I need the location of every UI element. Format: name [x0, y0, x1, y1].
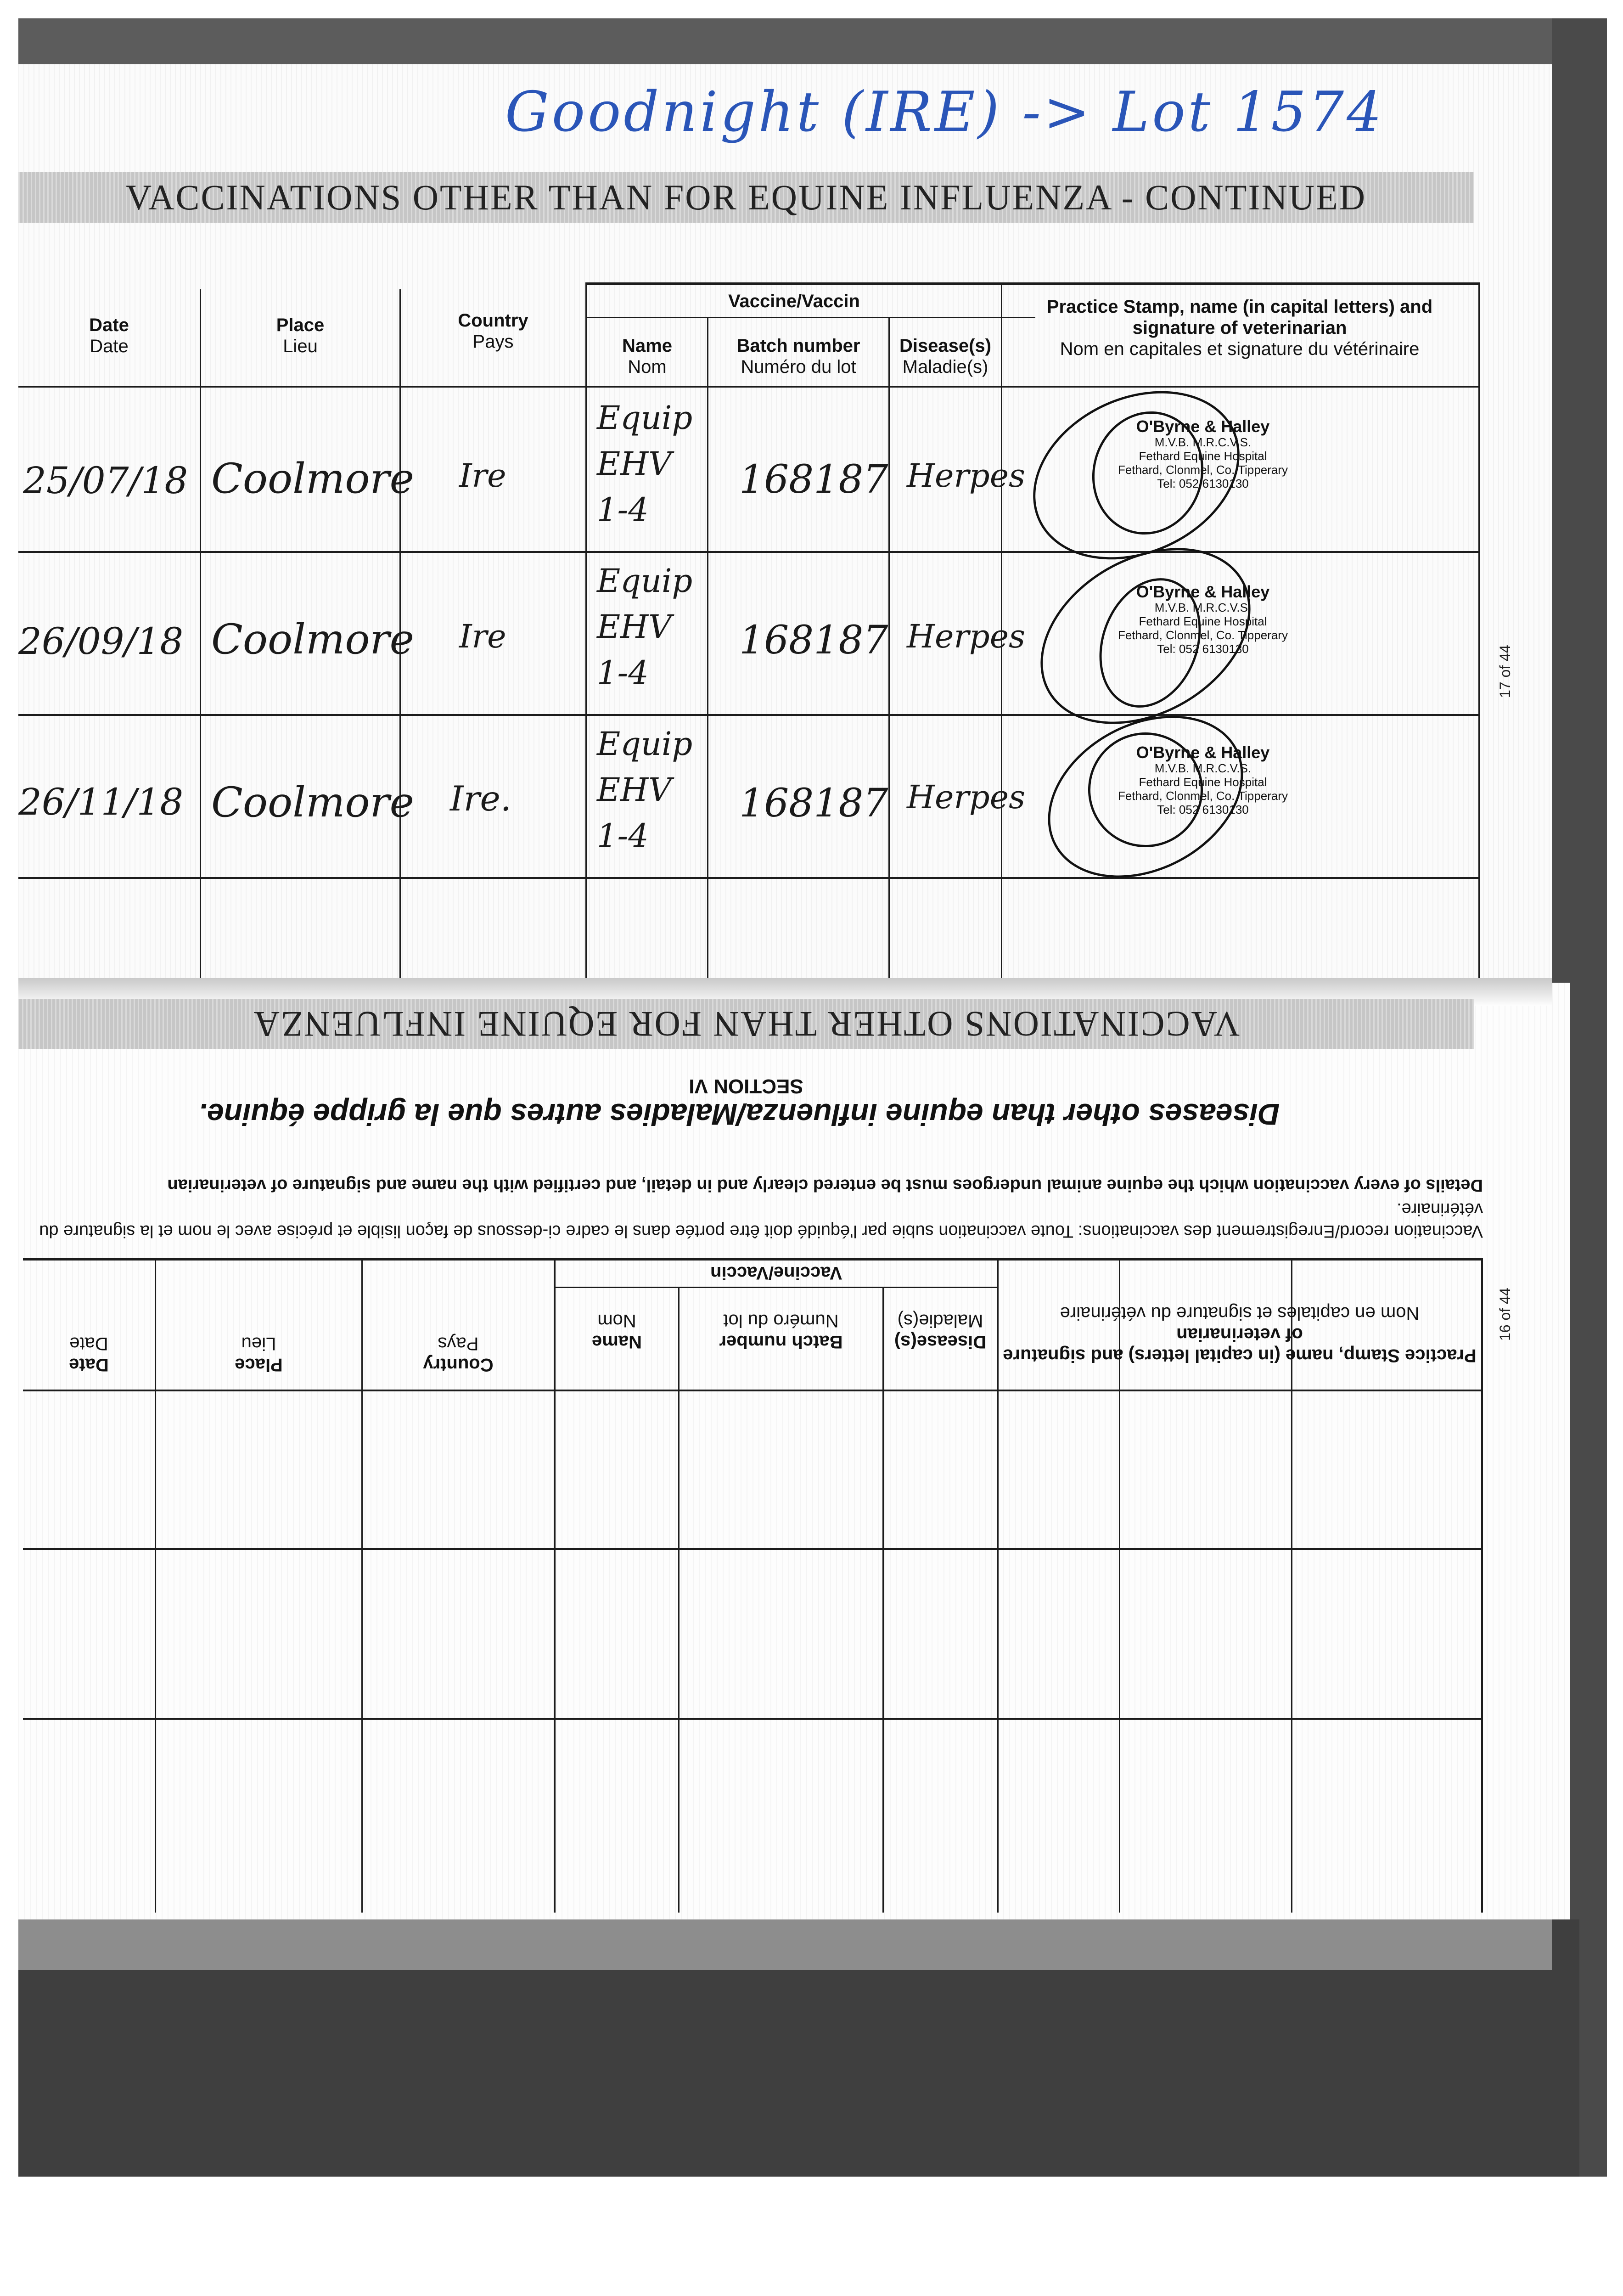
lower-section-banner — [18, 999, 1474, 1049]
stamp-name: O'Byrne & Halley — [1136, 417, 1270, 436]
table-line — [23, 1718, 1483, 1720]
table-line — [585, 282, 1478, 285]
stamp-hospital: Fethard Equine Hospital — [1139, 614, 1267, 628]
table-line — [585, 317, 1035, 318]
lower-header-country-fr: Pays — [438, 1334, 479, 1354]
header-disease-en: Disease(s) — [899, 336, 992, 356]
stamp-tel: Tel: 052 6130130 — [1157, 477, 1249, 490]
lower-header-date — [23, 1333, 155, 1375]
lower-header-place-fr: Lieu — [241, 1334, 276, 1354]
lower-instructions-en: Details of every vaccination which the equine animal undergoes must be entered clearly and in detail, and certified with the name and signature of veterinarian — [167, 1176, 1483, 1195]
header-date-fr: Date — [90, 336, 129, 356]
lower-page-number: 16 of 44 — [1497, 1288, 1513, 1341]
table-line — [200, 289, 201, 1008]
table-line — [1478, 282, 1480, 1008]
row1-batch: 168187 — [739, 457, 888, 502]
lower-header-place — [156, 1333, 361, 1375]
row2-disease: Herpes — [907, 618, 1026, 655]
table-line — [997, 1258, 999, 1913]
lower-header-name — [556, 1310, 678, 1352]
table-line — [678, 1288, 680, 1913]
header-disease-fr: Maladie(s) — [902, 357, 988, 377]
table-line — [23, 1548, 1483, 1550]
header-date — [18, 315, 200, 357]
header-date-en: Date — [89, 315, 129, 335]
header-batch — [708, 335, 888, 377]
booklet-cover-edge — [18, 1919, 1552, 1970]
upper-banner-text: VACCINATIONS OTHER THAN FOR EQUINE INFLUENZA - CONTINUED — [125, 177, 1367, 217]
row3-name-line: 1-4 — [597, 817, 649, 855]
lower-header-disease — [884, 1310, 997, 1352]
table-line — [888, 317, 890, 1008]
table-line — [23, 1390, 1483, 1391]
row2-country: Ire — [459, 618, 506, 655]
table-line — [882, 1288, 884, 1913]
header-practice — [1005, 296, 1474, 360]
table-line — [18, 551, 1478, 553]
table-line — [18, 714, 1478, 716]
handwritten-lot-note: Goodnight (IRE) -> Lot 1574 — [505, 80, 1385, 144]
row3-vaccine-name — [597, 721, 692, 859]
row3-place: Coolmore — [211, 778, 414, 827]
row1-disease: Herpes — [907, 457, 1026, 495]
lower-header-practice-fr: Nom en capitales et signature du vétérinaire — [1060, 1303, 1420, 1323]
upper-vaccination-table — [18, 282, 1478, 1008]
lower-header-date-fr: Date — [69, 1334, 108, 1354]
stamp-tel: Tel: 052 6130130 — [1157, 642, 1249, 656]
stamp-quals: M.V.B. M.R.C.V.S. — [1154, 601, 1252, 614]
stamp-address: Fethard, Clonmel, Co. Tipperary — [1118, 463, 1288, 477]
stamp-tel: Tel: 052 6130130 — [1157, 803, 1249, 816]
row2-vaccine-name — [597, 558, 692, 696]
table-line — [707, 317, 708, 1008]
lower-header-country — [363, 1333, 554, 1375]
row1-country: Ire — [459, 457, 506, 495]
row2-place: Coolmore — [211, 615, 414, 664]
table-line — [585, 282, 587, 1008]
row3-name-line: Equip — [597, 725, 693, 763]
row2-name-line: EHV — [597, 608, 672, 646]
row3-name-line: EHV — [597, 771, 672, 809]
lower-header-name-en: Name — [592, 1332, 642, 1352]
row1-name-line: 1-4 — [597, 491, 649, 529]
header-country — [401, 310, 585, 352]
stamp-quals: M.V.B. M.R.C.V.S. — [1154, 761, 1252, 775]
row3-disease: Herpes — [907, 778, 1026, 816]
header-batch-fr: Numéro du lot — [741, 357, 856, 377]
row3-date: 26/11/18 — [18, 781, 184, 823]
lower-header-date-en: Date — [69, 1355, 109, 1375]
lower-header-disease-fr: Maladie(s) — [897, 1311, 983, 1331]
header-practice-en: Practice Stamp, name (in capital letters) and signature of veterinarian — [1046, 297, 1433, 338]
lower-header-country-en: Country — [423, 1355, 494, 1375]
lower-header-vaccine-group: Vaccine/Vaccin — [710, 1263, 842, 1283]
header-name — [587, 335, 707, 377]
stamp-hospital: Fethard Equine Hospital — [1139, 775, 1267, 789]
header-vaccine-group: Vaccine/Vaccin — [728, 291, 860, 311]
lower-header-disease-en: Disease(s) — [894, 1332, 987, 1352]
stamp-name: O'Byrne & Halley — [1136, 743, 1270, 762]
header-country-fr: Pays — [472, 332, 514, 352]
row1-place: Coolmore — [211, 455, 414, 503]
row2-batch: 168187 — [739, 618, 888, 663]
header-place-fr: Lieu — [283, 336, 318, 356]
row1-vaccine-name — [597, 395, 692, 533]
lower-page-rotated-content — [18, 983, 1552, 1919]
lower-vaccination-table — [23, 1258, 1483, 1913]
table-line — [18, 877, 1478, 879]
row1-name-line: EHV — [597, 445, 672, 483]
stamp-address: Fethard, Clonmel, Co. Tipperary — [1118, 789, 1288, 803]
row2-name-line: Equip — [597, 562, 693, 600]
header-country-en: Country — [458, 310, 528, 331]
upper-section-banner — [18, 172, 1474, 223]
table-line — [18, 386, 1478, 388]
row3-country: Ire. — [450, 778, 511, 819]
header-name-fr: Nom — [628, 357, 667, 377]
lower-header-place-en: Place — [235, 1355, 283, 1375]
header-place-en: Place — [276, 315, 325, 335]
lower-banner-text: VACCINATIONS OTHER THAN FOR EQUINE INFLUENZA — [252, 1004, 1240, 1044]
row2-name-line: 1-4 — [597, 654, 649, 692]
lower-header-batch-fr: Numéro du lot — [723, 1311, 839, 1331]
stamp-hospital: Fethard Equine Hospital — [1139, 449, 1267, 463]
header-batch-en: Batch number — [736, 336, 860, 356]
lower-header-practice-en: Practice Stamp, name (in capital letters) and signature of veterinarian — [1003, 1324, 1477, 1366]
stamp-name: O'Byrne & Halley — [1136, 582, 1270, 601]
table-line — [556, 1287, 999, 1288]
stamp-address: Fethard, Clonmel, Co. Tipperary — [1118, 628, 1288, 642]
lower-header-name-fr: Nom — [597, 1311, 636, 1331]
stamp-quals: M.V.B. M.R.C.V.S. — [1154, 435, 1252, 449]
header-disease — [890, 335, 1001, 377]
table-line — [1481, 1258, 1483, 1913]
header-place — [201, 315, 399, 357]
row3-batch: 168187 — [739, 781, 888, 826]
row2-date: 26/09/18 — [18, 620, 184, 663]
row1-name-line: Equip — [597, 399, 693, 437]
lower-instructions-fr: Vaccination record/Enregistrement des vaccinations: Toute vaccination subie par l'équidé doit être portée dans le cadre ci-dessous de façon lisible et précise avec le nom et la signature du vétérinaire. — [39, 1199, 1483, 1241]
scanner-top-edge — [18, 18, 1607, 64]
upper-page-number: 17 of 44 — [1497, 645, 1513, 698]
table-line — [23, 1258, 1483, 1261]
table-line — [554, 1258, 556, 1913]
lower-header-batch-en: Batch number — [719, 1332, 843, 1352]
header-practice-fr: Nom en capitales et signature du vétérinaire — [1060, 339, 1420, 359]
header-name-en: Name — [622, 336, 672, 356]
lower-header-batch — [680, 1310, 882, 1352]
lower-page-title: Diseases other than equine influenza/Maladies autres que la grippe équine. — [198, 1097, 1280, 1131]
lower-header-practice — [1001, 1303, 1478, 1366]
row1-date: 25/07/18 — [23, 459, 188, 502]
section-label: SECTION VI — [689, 1075, 803, 1097]
